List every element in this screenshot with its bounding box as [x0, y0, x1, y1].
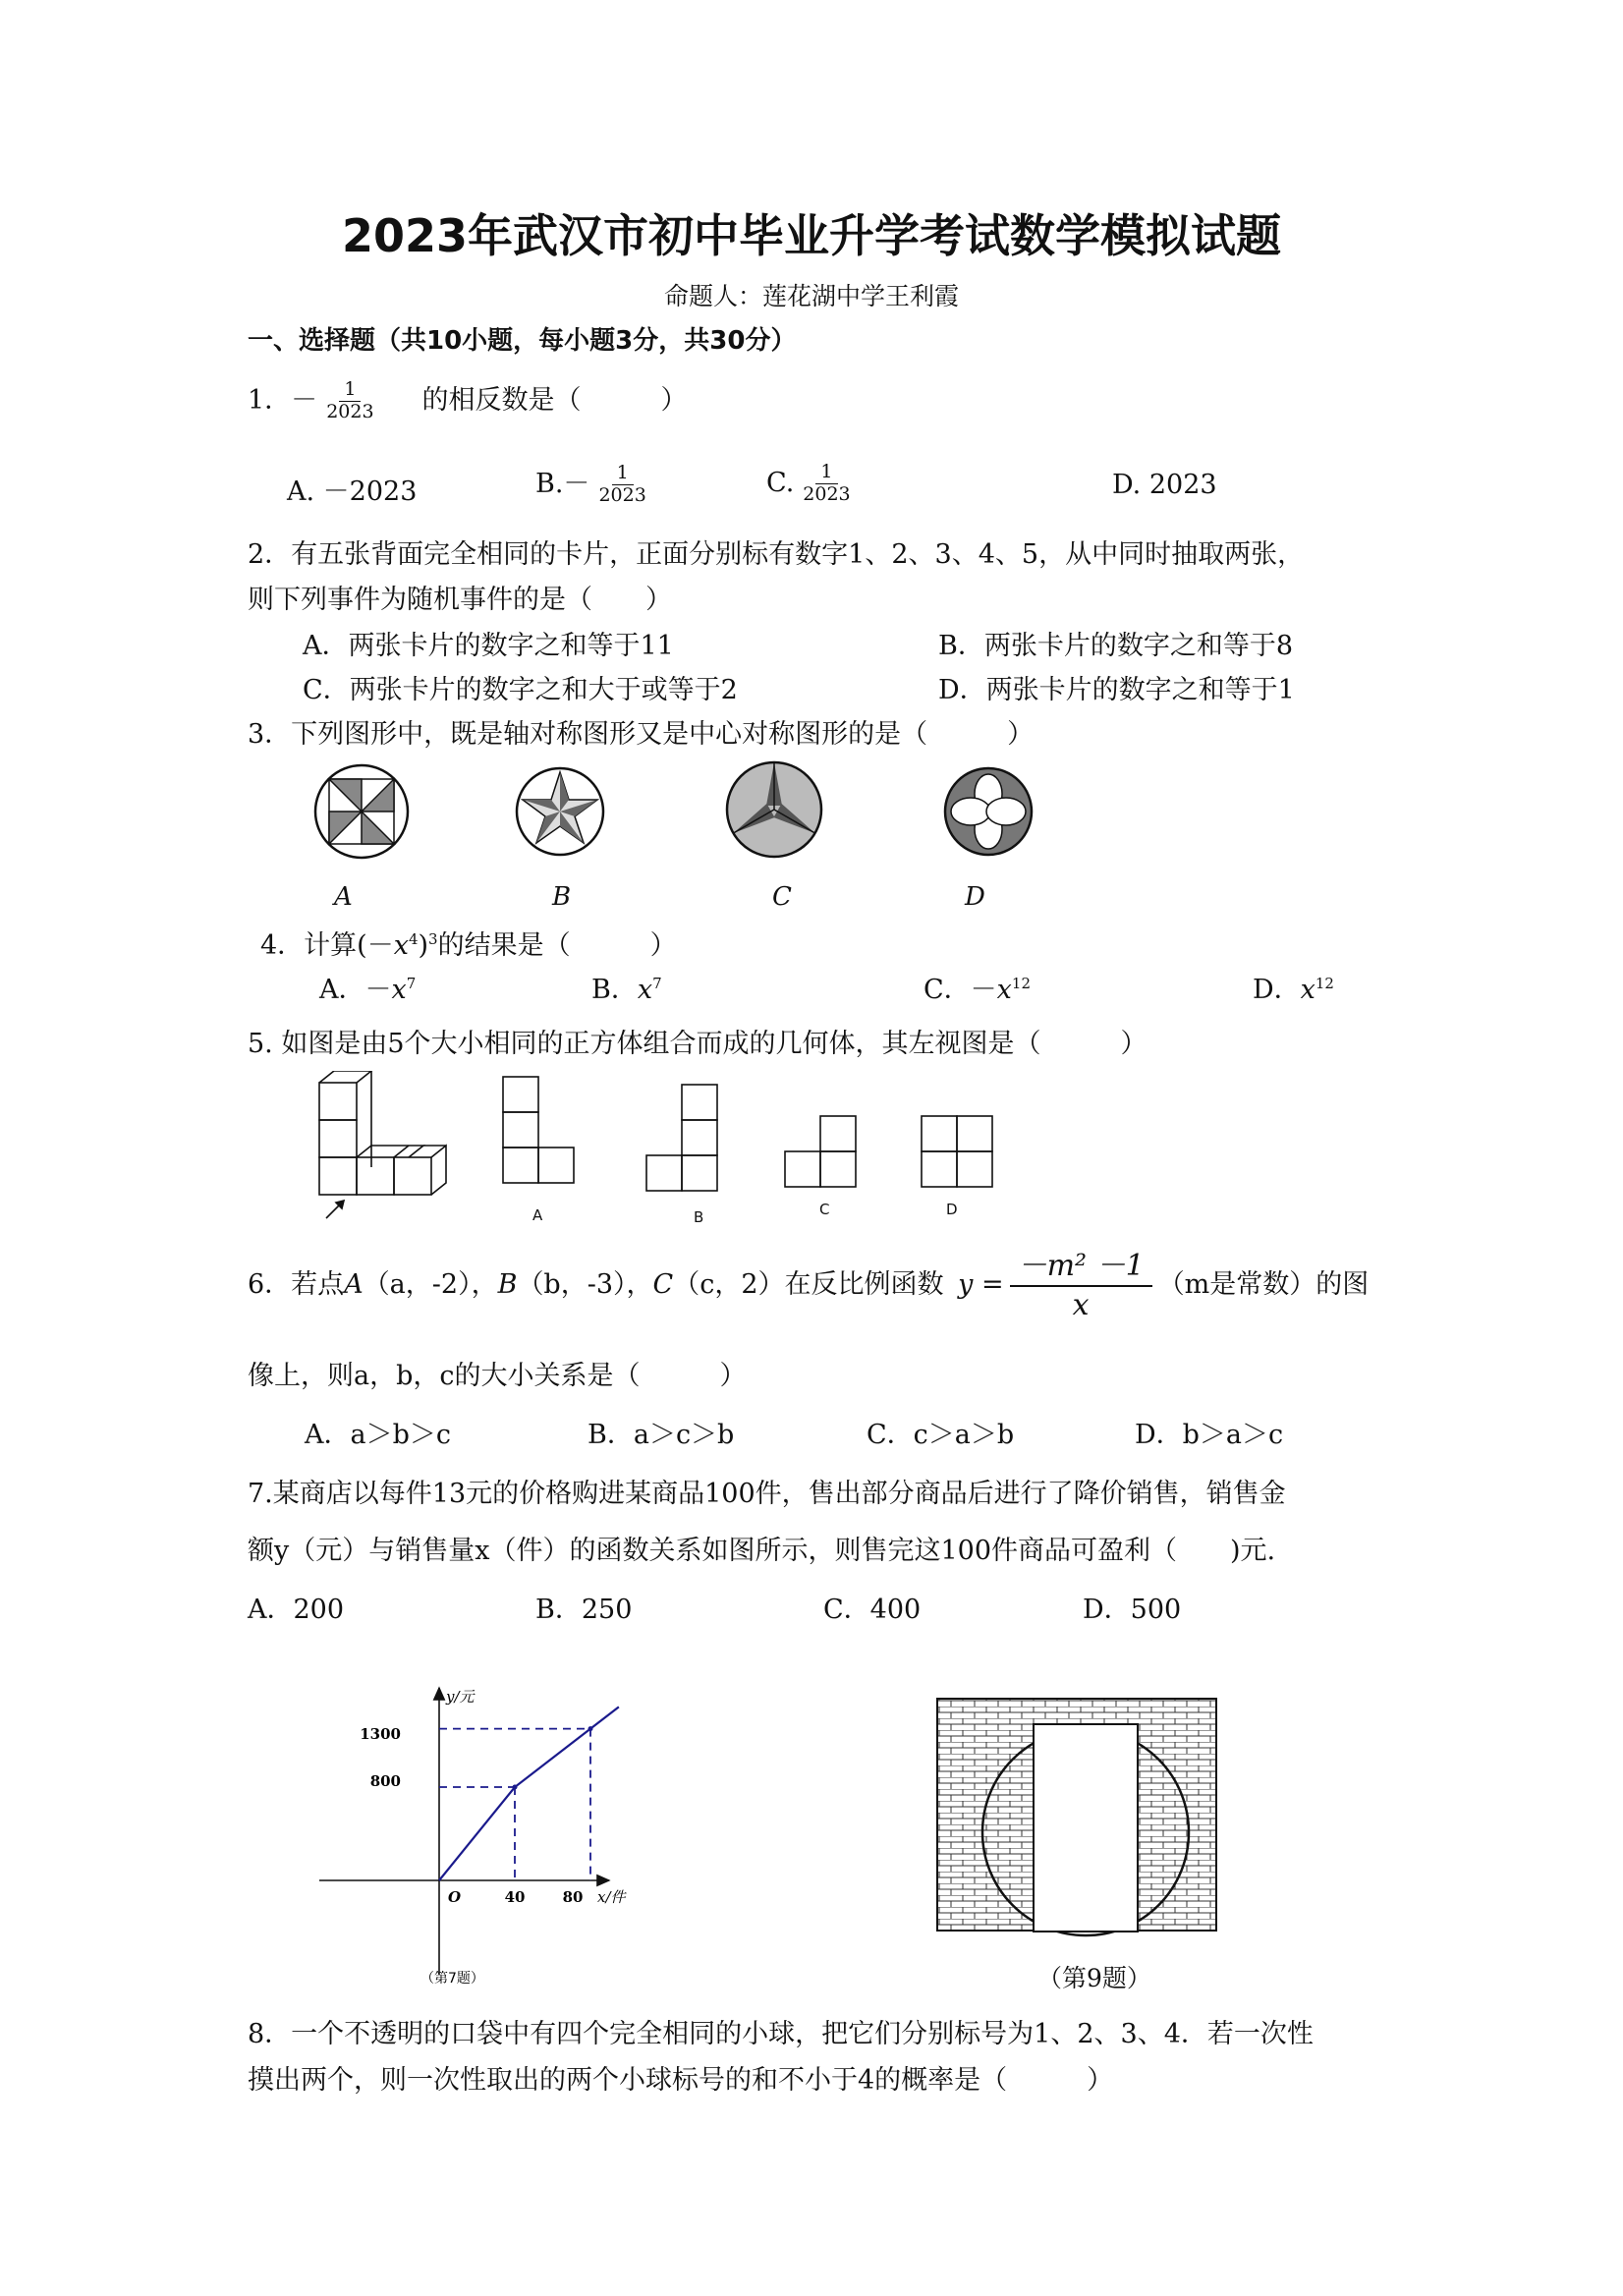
three-sector-figure: [727, 762, 821, 857]
inverse-function-fraction: $\frac{\text{－m² －1}}{x}$: [1010, 1248, 1152, 1323]
q2-option-a: A．两张卡片的数字之和等于11: [303, 631, 674, 661]
q6-option-c: C．c＞a＞b: [867, 1420, 1015, 1450]
q4-option-c: C．$-x^{12}$: [923, 975, 1031, 1005]
q6-line-2: 像上，则a，b，c的大小关系是（ ）: [248, 1361, 747, 1391]
x-axis-label: x/件: [597, 1888, 626, 1906]
q5-stem: 5. 如图是由5个大小相同的正方体组合而成的几何体，其左视图是（ ）: [248, 1029, 1147, 1059]
q1-option-d: D. 2023: [1112, 470, 1217, 500]
fig9-caption: （第9题）: [1037, 1964, 1151, 1992]
pinwheel-figure: [315, 765, 408, 858]
q7-option-a: A．200: [248, 1595, 345, 1625]
q2-line-2: 则下列事件为随机事件的是（ ）: [248, 585, 672, 615]
q1-option-a: A. －2023: [287, 476, 418, 507]
q7-line-2: 额y（元）与销售量x（件）的函数关系如图所示，则售完这100件商品可盈利（ )元.: [248, 1536, 1276, 1566]
author-line: 命题人：莲花湖中学王利霞: [663, 282, 959, 310]
q1-option-b: B.－ $\frac{1}{2023}$: [535, 462, 646, 506]
fraction: $\frac{1}{2023}$: [326, 378, 374, 422]
q8-line-1: 8．一个不透明的口袋中有四个完全相同的小球，把它们分别标号为1、2、3、4．若一次性: [248, 2019, 1314, 2049]
q6-option-b: B．a＞c＞b: [588, 1420, 735, 1450]
sales-line: [439, 1707, 619, 1880]
data-point: [588, 1726, 593, 1731]
q6-option-d: D．b＞a＞c: [1135, 1420, 1284, 1450]
q5-figures: [305, 1071, 1012, 1238]
star-figure: [517, 768, 603, 855]
q1-option-c: C. $\frac{1}{2023}$: [766, 461, 851, 505]
q2-option-c: C．两张卡片的数字之和大于或等于2: [303, 675, 738, 705]
q9-brick-arch-figure: [933, 1695, 1228, 1940]
y-tick-label: 800: [369, 1772, 401, 1790]
q4-option-a: A．$-x^7$: [319, 975, 417, 1005]
q5-label-b: B: [694, 1208, 704, 1226]
section-heading: 一、选择题（共10小题，每小题3分，共30分）: [248, 326, 797, 356]
q2-option-d: D．两张卡片的数字之和等于1: [938, 675, 1295, 705]
q2-line-1: 2．有五张背面完全相同的卡片，正面分别标有数字1、2、3、4、5，从中同时抽取两张，: [248, 539, 1305, 570]
q3-label-a: A: [334, 882, 353, 912]
option-b-view: [646, 1085, 717, 1191]
data-point: [513, 1785, 518, 1790]
q3-label-c: C: [772, 882, 792, 912]
q6-option-a: A．a＞b＞c: [305, 1420, 452, 1450]
x-tick-label: 40: [504, 1888, 526, 1906]
four-petal-figure: [945, 768, 1032, 855]
q7-line-1: 7.某商店以每件13元的价格购进某商品100件，售出部分商品后进行了降价销售，销售金: [248, 1479, 1286, 1509]
cube-solid-figure: [319, 1071, 446, 1218]
option-c-view: [785, 1116, 856, 1187]
origin-label: O: [448, 1888, 462, 1906]
q3-label-b: B: [552, 882, 572, 912]
q4-option-b: B．$x^7$: [591, 975, 662, 1005]
q5-label-c: C: [819, 1201, 830, 1218]
q7-graph: [295, 1680, 648, 1994]
q3-figures: [295, 756, 1081, 874]
option-a-view: [503, 1077, 574, 1183]
option-d-view: [922, 1116, 992, 1187]
q5-label-d: D: [946, 1201, 958, 1218]
y-axis-label: y/元: [446, 1688, 475, 1706]
q3-stem: 3．下列图形中，既是轴对称图形又是中心对称图形的是（ ）: [248, 719, 1035, 750]
q2-option-b: B．两张卡片的数字之和等于8: [938, 631, 1294, 661]
q6-line-1: 6．若点A（a，-2），B（b，-3），C（c，2）在反比例函数 y = $\frac{\text{－m² －1}}{x}$ （m是常数）的图: [248, 1249, 1370, 1322]
graph-caption: （第7题）: [420, 1971, 484, 1987]
page-title: 2023年武汉市初中毕业升学考试数学模拟试题: [341, 209, 1282, 262]
q3-label-d: D: [965, 882, 985, 912]
q7-option-c: C．400: [823, 1595, 922, 1625]
q5-label-a: A: [532, 1206, 543, 1224]
q8-line-2: 摸出两个，则一次性取出的两个小球标号的和不小于4的概率是（ ）: [248, 2065, 1114, 2096]
q4-stem: 4．计算$(-x^4)^3$的结果是（ ）: [260, 930, 677, 961]
q4-option-d: D．$x^{12}$: [1253, 975, 1334, 1005]
y-tick-label: 1300: [360, 1725, 401, 1743]
q7-option-d: D．500: [1083, 1595, 1182, 1625]
q7-option-b: B．250: [535, 1595, 633, 1625]
question-1: 1．－ $\frac{1}{2023}$ 的相反数是（ ）: [248, 378, 688, 422]
x-tick-label: 80: [562, 1888, 584, 1906]
